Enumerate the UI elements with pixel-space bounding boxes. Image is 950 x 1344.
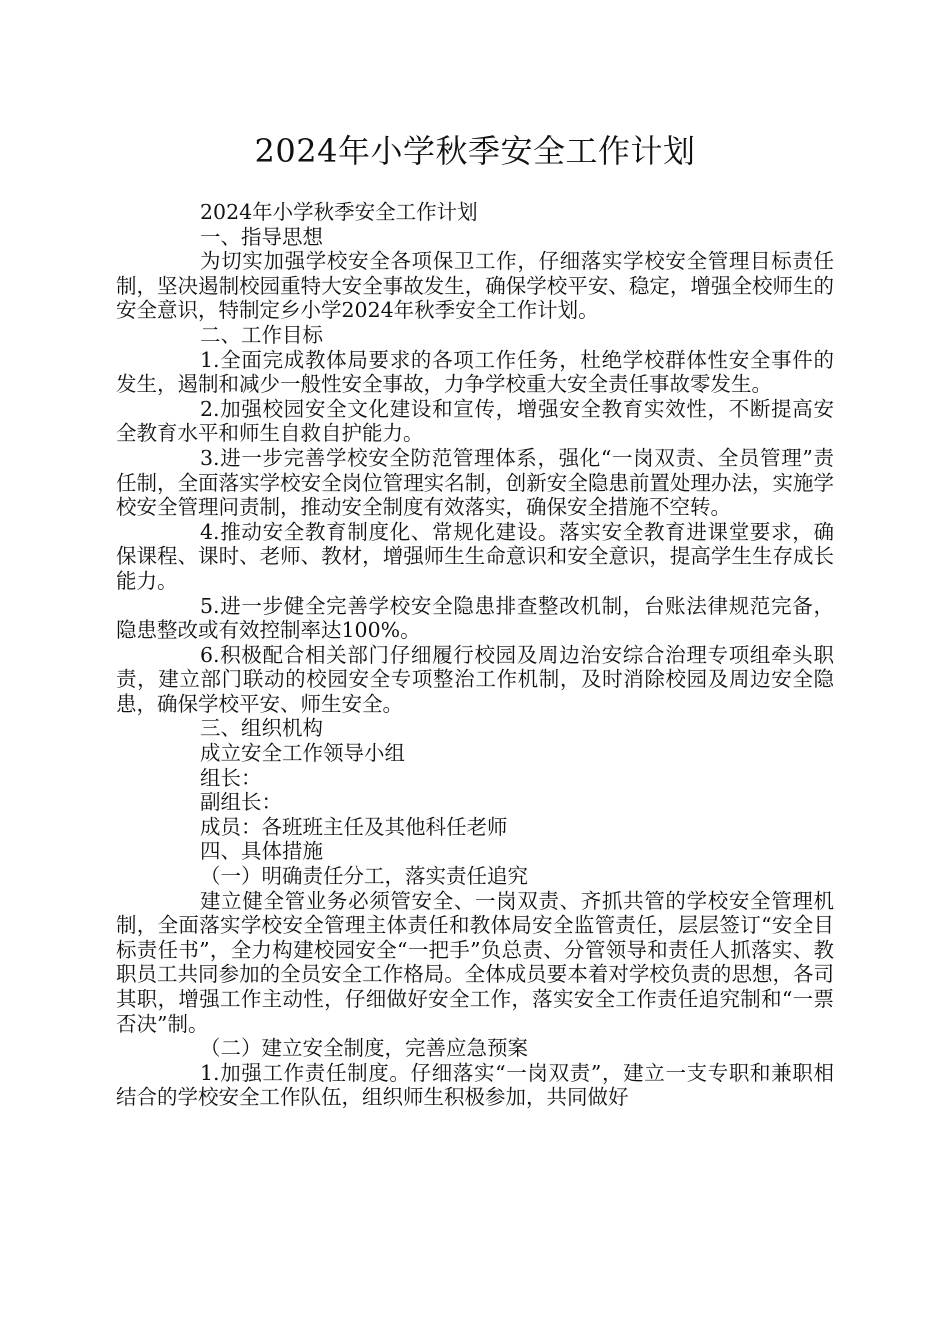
section-heading-measures: 四、具体措施: [200, 839, 323, 864]
measures-subheading-2: （二）建立安全制度，完善应急预案: [200, 1036, 528, 1061]
organization-deputy-leader: 副组长：: [200, 790, 282, 815]
section-heading-work-goals: 二、工作目标: [200, 322, 323, 347]
goal-item-5: 5.进一步健全完善学校安全隐患排查整改机制，台账法律规范完备，隐患整改或有效控制率达100%。: [116, 593, 834, 643]
goal-item-6: 6.积极配合相关部门仔细履行校园及周边治安综合治理专项组牵头职责，建立部门联动的校园安全专项整治工作机制，及时消除校园及周边安全隐患，确保学校平安、师生安全。: [116, 642, 834, 716]
organization-members: 成员：各班班主任及其他科任老师: [200, 814, 508, 839]
goal-item-1: 1.全面完成教体局要求的各项工作任务，杜绝学校群体性安全事件的发生，遏制和减少一般性安全事故，力争学校重大安全责任事故零发生。: [116, 347, 834, 397]
section-heading-guiding-thought: 一、指导思想: [200, 224, 323, 249]
goal-item-2: 2.加强校园安全文化建设和宣传，增强安全教育实效性，不断提高安全教育水平和师生自救自护能力。: [116, 396, 834, 446]
paragraph-guiding-thought: 为切实加强学校安全各项保卫工作，仔细落实学校安全管理目标责任制，坚决遏制校园重特大安全事故发生，确保学校平安、稳定，增强全校师生的安全意识，特制定乡小学2024年秋季安全工作计划。: [116, 249, 834, 323]
organization-leader: 组长：: [200, 765, 262, 790]
organization-line-1: 成立安全工作领导小组: [200, 741, 405, 766]
goal-item-3: 3.进一步完善学校安全防范管理体系，强化“一岗双责、全员管理”责任制，全面落实学校安全岗位管理实名制，创新安全隐患前置处理办法，实施学校安全管理问责制，推动安全制度有效落实，确保安全措施不空转。: [116, 445, 834, 520]
document-title: 2024年小学秋季安全工作计划: [254, 132, 696, 170]
section-heading-organization: 三、组织机构: [200, 716, 323, 741]
goal-item-4: 4.推动安全教育制度化、常规化建设。落实安全教育进课堂要求，确保课程、课时、老师、教材，增强师生生命意识和安全意识，提高学生生存成长能力。: [116, 519, 834, 593]
measures-paragraph-1: 建立健全管业务必须管安全、一岗双责、齐抓共管的学校安全管理机制，全面落实学校安全管理主体责任和教体局安全监管责任，层层签订“安全目标责任书”，全力构建校园安全“一把手”负总责、分管领导和责任人抓落实、教职员工共同参加的全员安全工作格局。全体成员要本着对学校负责的思想，各司其职，增强工作主动性，仔细做好安全工作，落实安全工作责任追究制和“一票否决”制。: [116, 888, 834, 1036]
measures-subheading-1: （一）明确责任分工，落实责任追究: [200, 864, 528, 889]
body-subtitle: 2024年小学秋季安全工作计划: [200, 200, 478, 224]
measures-paragraph-2: 1.加强工作责任制度。仔细落实“一岗双责”，建立一支专职和兼职相结合的学校安全工作队伍，组织师生积极参加，共同做好: [116, 1060, 834, 1110]
document-body: [116, 200, 834, 1110]
